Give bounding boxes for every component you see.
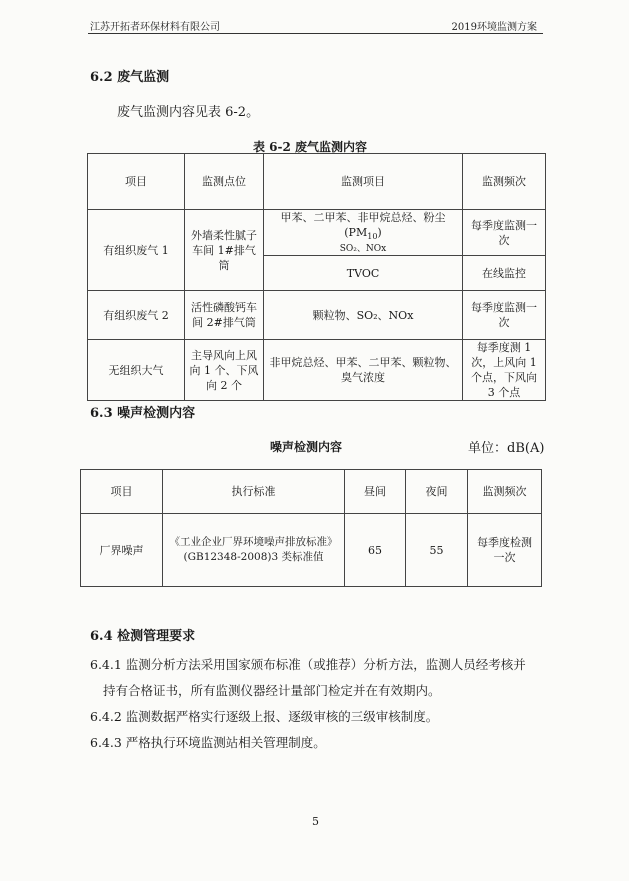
company-name: 江苏开拓者环保材料有限公司 [90,22,220,33]
day-value-cell: 65 [345,514,406,587]
night-value-cell: 55 [406,514,468,587]
noise-monitoring-table [80,469,542,587]
point-cell: 主导风向上风向 1 个、下风向 2 个 [185,340,264,401]
table-header-row [88,154,546,210]
section-6-4-title: 6.4 检测管理要求 [90,629,196,644]
document-title: 2019环境监测方案 [451,22,537,33]
table-row [88,291,546,340]
frequency-cell: 每季度监测一次 [463,291,546,340]
frequency-cell: 每季度监测一次 [463,210,546,256]
item-cell: 有组织废气 2 [88,291,185,340]
params-line-2: SO₂、NOx [339,244,387,255]
section-6-2-title: 6.2 废气监测 [90,70,170,85]
table-6-2-caption: 表 6-2 废气监测内容 [253,140,368,154]
header-cell: 执行标准 [163,470,345,514]
table-row [88,210,546,256]
frequency-cell: 每季度检测一次 [468,514,542,587]
table-header-row [81,470,542,514]
table-row [81,514,542,587]
item-cell: 无组织大气 [88,340,185,401]
page-number: 5 [312,815,319,828]
section-6-3-title: 6.3 噪声检测内容 [90,406,196,421]
params-cell: TVOC [264,256,463,291]
subscript: 10 [367,232,378,242]
frequency-cell: 在线监控 [463,256,546,291]
requirement-6-4-2: 6.4.2 监测数据严格实行逐级上报、逐级审核的三级审核制度。 [90,709,439,724]
noise-table-caption: 噪声检测内容 [270,440,343,454]
page-header [90,14,537,32]
params-text-end: ) [377,226,382,239]
point-cell: 外墙柔性腻子车间 1#排气筒 [185,210,264,291]
header-cell: 监测项目 [264,154,463,210]
header-cell: 昼间 [345,470,406,514]
table-row [88,340,546,401]
params-cell: 颗粒物、SO₂、NOx [264,291,463,340]
header-divider [88,33,543,34]
frequency-cell: 每季度测 1 次，上风向 1 个点，下风向 3 个点 [463,340,546,401]
header-cell: 项目 [81,470,163,514]
header-cell: 夜间 [406,470,468,514]
section-6-2-intro: 废气监测内容见表 6-2。 [117,105,260,120]
params-cell [264,210,463,256]
header-cell: 监测频次 [463,154,546,210]
requirement-6-4-3: 6.4.3 严格执行环境监测站相关管理制度。 [90,735,326,750]
requirement-6-4-1-line-2: 持有合格证书，所有监测仪器经计量部门检定并在有效期内。 [103,683,441,698]
item-cell: 厂界噪声 [81,514,163,587]
exhaust-monitoring-table [87,153,546,401]
params-cell: 非甲烷总烃、甲苯、二甲苯、颗粒物、臭气浓度 [264,340,463,401]
management-requirements [90,652,552,756]
point-cell: 活性磷酸钙车间 2#排气筒 [185,291,264,340]
item-cell: 有组织废气 1 [88,210,185,291]
header-cell: 监测点位 [185,154,264,210]
requirement-6-4-1-line-1: 6.4.1 监测分析方法采用国家颁布标准（或推荐）分析方法，监测人员经考核并 [90,657,526,672]
standard-cell: 《工业企业厂界环境噪声排放标准》(GB12348-2008)3 类标准值 [163,514,345,587]
params-text: 甲苯、二甲苯、非甲烷总烃、粉尘(PM [280,211,446,239]
header-cell: 监测频次 [468,470,542,514]
noise-unit: 单位：dB(A) [468,441,545,456]
header-cell: 项目 [88,154,185,210]
